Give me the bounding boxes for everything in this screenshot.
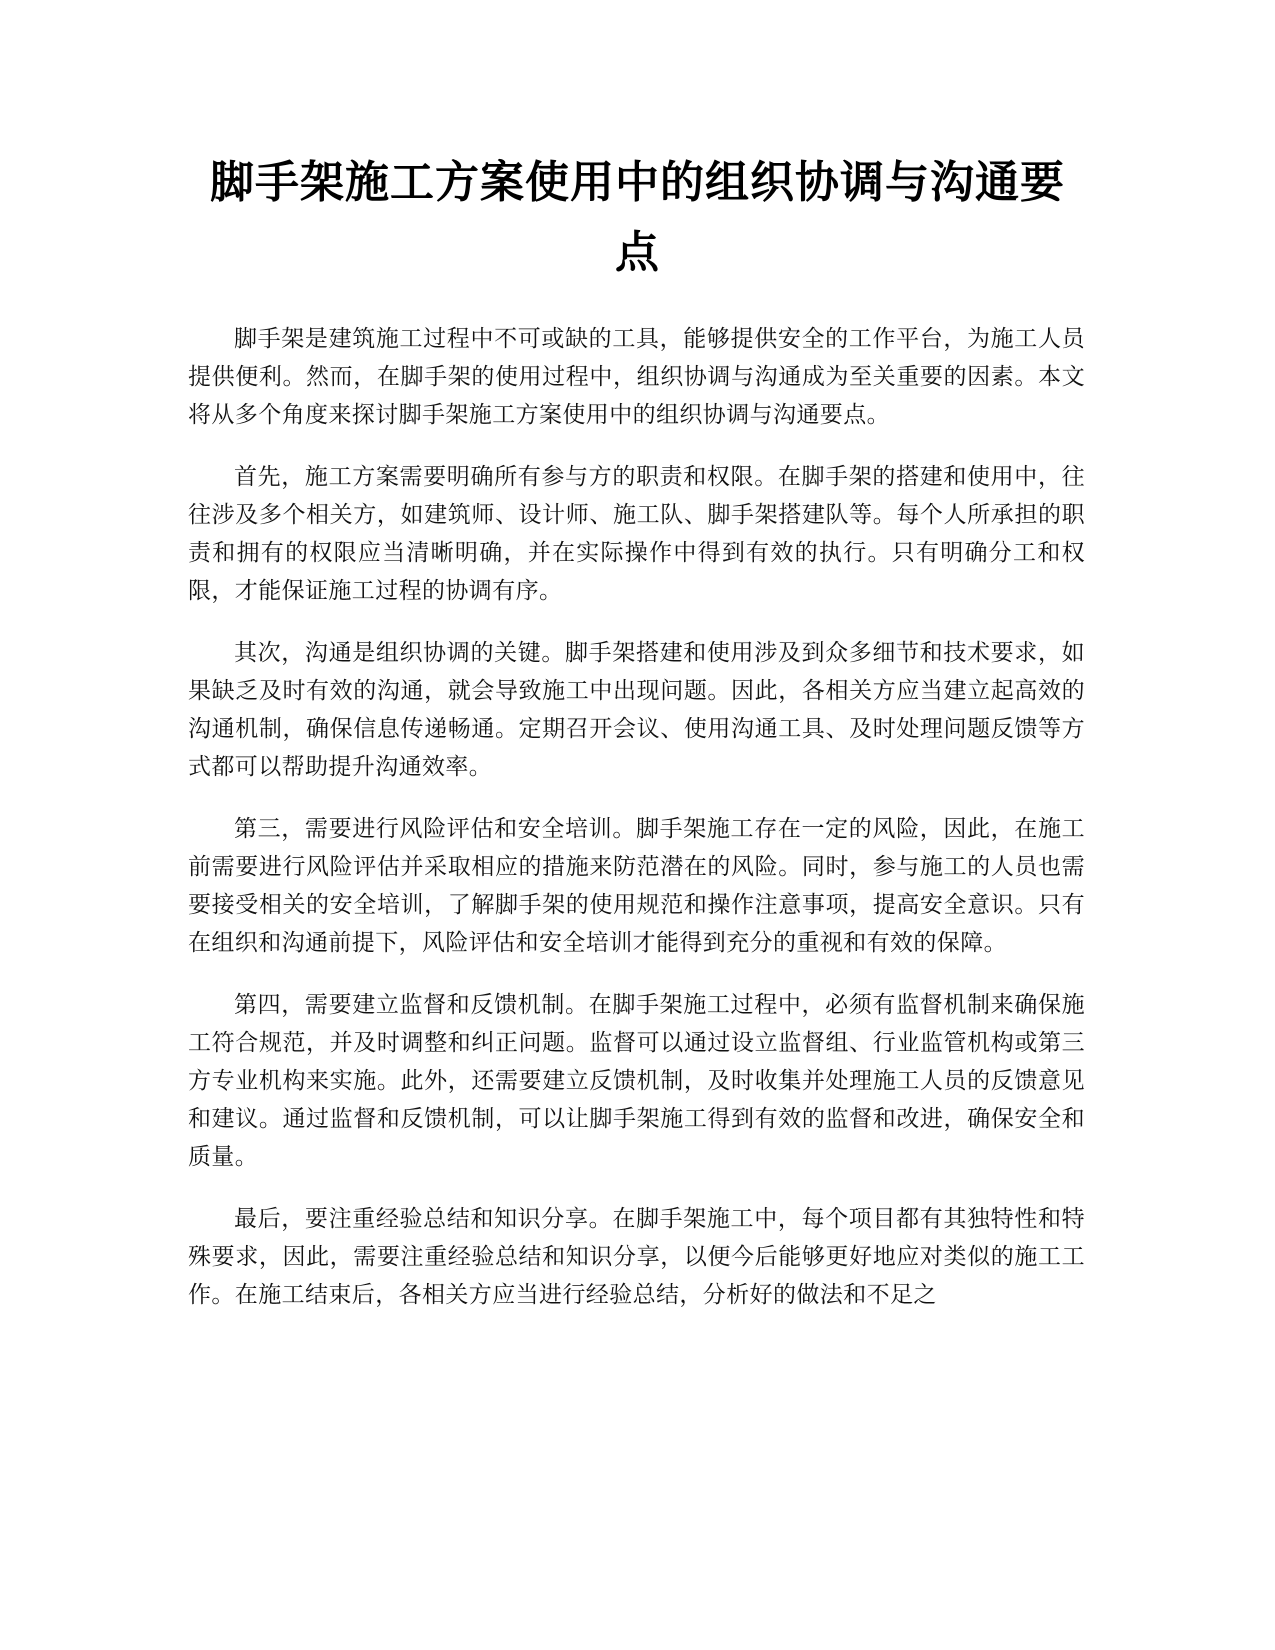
- paragraph-intro: 脚手架是建筑施工过程中不可或缺的工具，能够提供安全的工作平台，为施工人员提供便利。然而，在脚手架的使用过程中，组织协调与沟通成为至关重要的因素。本文将从多个角度来探讨脚手架施工方案使用中的组织协调与沟通要点。: [188, 326, 1085, 428]
- paragraph-responsibilities: 首先，施工方案需要明确所有参与方的职责和权限。在脚手架的搭建和使用中，往往涉及多个相关方，如建筑师、设计师、施工队、脚手架搭建队等。每个人所承担的职责和拥有的权限应当清晰明确，并在实际操作中得到有效的执行。只有明确分工和权限，才能保证施工过程的协调有序。: [188, 464, 1085, 604]
- paragraph-experience-sharing: 最后，要注重经验总结和知识分享。在脚手架施工中，每个项目都有其独特性和特殊要求，因此，需要注重经验总结和知识分享，以便今后能够更好地应对类似的施工工作。在施工结束后，各相关方应当进行经验总结，分析好的做法和不足之: [188, 1206, 1085, 1308]
- paragraph-communication: 其次，沟通是组织协调的关键。脚手架搭建和使用涉及到众多细节和技术要求，如果缺乏及时有效的沟通，就会导致施工中出现问题。因此，各相关方应当建立起高效的沟通机制，确保信息传递畅通。定期召开会议、使用沟通工具、及时处理问题反馈等方式都可以帮助提升沟通效率。: [188, 640, 1085, 780]
- paragraph-supervision-feedback: 第四，需要建立监督和反馈机制。在脚手架施工过程中，必须有监督机制来确保施工符合规范，并及时调整和纠正问题。监督可以通过设立监督组、行业监管机构或第三方专业机构来实施。此外，还需要建立反馈机制，及时收集并处理施工人员的反馈意见和建议。通过监督和反馈机制，可以让脚手架施工得到有效的监督和改进，确保安全和质量。: [188, 992, 1085, 1170]
- paragraph-risk-training: 第三，需要进行风险评估和安全培训。脚手架施工存在一定的风险，因此，在施工前需要进行风险评估并采取相应的措施来防范潜在的风险。同时，参与施工的人员也需要接受相关的安全培训，了解脚手架的使用规范和操作注意事项，提高安全意识。只有在组织和沟通前提下，风险评估和安全培训才能得到充分的重视和有效的保障。: [188, 816, 1085, 956]
- document-title: 脚手架施工方案使用中的组织协调与沟通要点: [210, 157, 1065, 278]
- document-body: [188, 320, 1085, 1338]
